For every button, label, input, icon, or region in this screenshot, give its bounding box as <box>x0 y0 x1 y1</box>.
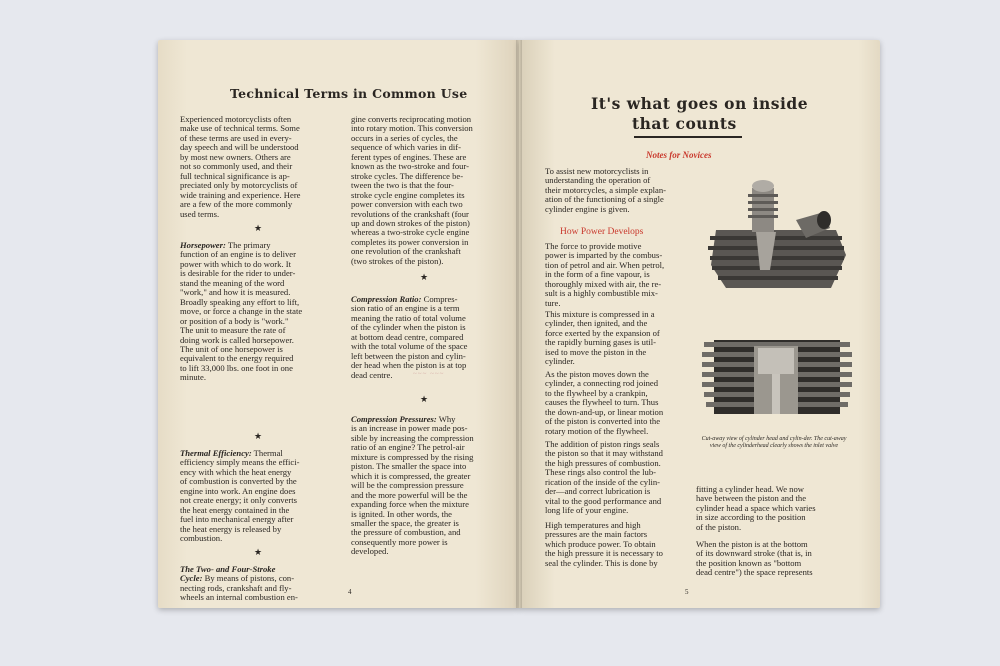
text-line: will be the compression pressure <box>351 480 464 491</box>
text-line: make use of technical terms. Some <box>180 123 300 134</box>
text-line: der—and correct lubrication is <box>545 486 651 497</box>
text-line: The primary <box>225 240 271 250</box>
text-line: expanding force when the mixture <box>351 499 469 510</box>
text-line: is an increase in power made pos- <box>351 423 468 434</box>
text-line: ferent types of engines. These are <box>351 151 467 162</box>
text-line: the piston so that it may withstand <box>545 448 663 459</box>
text-line: day speech and will be understood <box>180 142 299 153</box>
text-line: one revolution of the crankshaft <box>351 246 461 257</box>
text-line: stroke cycles. The difference be- <box>351 170 464 181</box>
text-line: rication of the inside of the cylin- <box>545 476 661 487</box>
right-page <box>519 40 880 608</box>
paragraph-combustion <box>545 242 689 308</box>
text-line: head clearly shows the inlet valve <box>756 443 839 449</box>
text-line: cylinder. <box>545 356 575 367</box>
paragraph-bottom-dead-centre <box>696 540 846 578</box>
term-heading: Compression Ratio: <box>351 294 422 304</box>
text-line: meaning the ratio of total volume <box>351 312 466 323</box>
text-line: the high pressures of combustion. <box>545 457 661 468</box>
text-line: The addition of piston rings seals <box>545 439 660 449</box>
notes-for-novices-heading: Notes for Novices <box>646 150 712 160</box>
cylinder-cutaway-image <box>696 170 856 426</box>
text-line: fuel into mechanical energy after <box>180 514 294 525</box>
text-line: The force to provide motive <box>545 241 642 251</box>
text-line: wide training and experience. Here <box>180 189 301 200</box>
text-line: Cut-away view of cylinder head and cylin- <box>701 436 804 442</box>
text-line: Experienced motorcyclists often <box>180 114 292 124</box>
text-line: left between the piston and cylin- <box>351 350 466 361</box>
text-line: combustion. <box>180 533 223 544</box>
text-line: have between the piston and the <box>696 493 807 504</box>
book-gutter <box>516 40 522 608</box>
intro-paragraph <box>180 115 335 219</box>
text-line: power conversion with each two <box>351 199 463 210</box>
star-separator: ★ <box>254 547 263 557</box>
text-line: function of an engine is to deliver <box>180 249 296 260</box>
text-line: cylinder, a connecting rod joined <box>545 378 659 389</box>
text-line: dead centre. <box>351 369 393 380</box>
compression-pressures-paragraph <box>351 415 503 557</box>
text-line: in the form of a fine vapour, is <box>545 269 650 280</box>
right-page-title-line1: It's what goes on inside <box>591 94 809 113</box>
term-heading: Cycle: <box>180 573 203 584</box>
text-line: of combustion is converted by the <box>180 476 297 487</box>
term-heading: The Two- and Four-Stroke <box>180 564 276 574</box>
text-line: Thermal <box>251 448 283 458</box>
text-line: "work," and how it is measured. <box>180 287 291 298</box>
text-line: understanding the operation of <box>545 175 651 186</box>
text-line: gine converts reciprocating motion <box>351 114 472 124</box>
cylinder-barrel-image <box>696 340 856 426</box>
text-line: power is imparted by the combus- <box>545 250 663 261</box>
text-line: minute. <box>180 372 207 383</box>
text-line: whereas a two-stroke cycle engine <box>351 227 470 238</box>
text-line: Compres- <box>421 294 458 304</box>
left-page-title: Technical Terms in Common Use <box>230 86 468 101</box>
paragraph-piston-rings <box>545 440 689 516</box>
text-line: der head when the piston is at top <box>351 360 467 371</box>
text-line: High temperatures and high <box>545 520 641 530</box>
text-line: full technical significance is ap- <box>180 170 290 181</box>
term-heading: Horsepower: <box>180 240 226 250</box>
text-line: consequently more power is <box>351 536 448 547</box>
text-line: of the piston is converted into the <box>545 416 661 427</box>
text-line: up and down strokes of the piston) <box>351 217 470 228</box>
text-line: As the piston moves down the <box>545 369 649 379</box>
text-line: tion of petrol and air. When petrol, <box>545 259 665 270</box>
term-heading: Thermal Efficiency: <box>180 448 252 458</box>
text-line: This mixture is compressed in a <box>545 309 655 319</box>
text-line: with the total volume of the space <box>351 341 468 352</box>
paragraph-cylinder-head <box>696 485 846 532</box>
paragraph-piston-motion <box>545 370 689 436</box>
text-line: is desirable for the rider to under- <box>180 268 296 279</box>
text-line: pressures are the main factors <box>545 529 648 540</box>
text-line: ency with which the heat energy <box>180 466 292 477</box>
text-line: dead centre") the space represents <box>696 567 813 578</box>
text-line: vital to the good performance and <box>545 495 662 506</box>
title-underline <box>634 136 742 138</box>
text-line: revolutions of the crankshaft (four <box>351 208 469 219</box>
text-line: The unit of one horsepower is <box>180 343 283 354</box>
text-line: occurs in a series of cycles, the <box>351 132 458 143</box>
text-line: Broadly speaking any effort to lift, <box>180 296 300 307</box>
text-line: used terms. <box>180 208 220 219</box>
text-line: the position known as "bottom <box>696 557 802 568</box>
text-line: by most new owners. Others are <box>180 151 291 162</box>
text-line: engine into work. An engine does <box>180 485 296 496</box>
open-booklet <box>158 40 880 608</box>
text-line: doing work is called horsepower. <box>180 334 294 345</box>
text-line: move, or force a change in the state <box>180 306 303 317</box>
text-line: wheels an internal combustion en- <box>180 592 298 603</box>
text-line: Why <box>436 414 456 424</box>
right-page-title-line2: that counts <box>632 114 737 133</box>
text-line: mixture is compressed by the rising <box>351 451 474 462</box>
left-col-2-cycle-continued <box>351 115 503 266</box>
text-line: By means of pistons, con- <box>202 573 295 584</box>
thermal-efficiency-paragraph <box>180 449 335 544</box>
text-line: into rotary motion. This conversion <box>351 123 473 134</box>
page-number-left: 4 <box>348 588 352 596</box>
text-line: der. The cut-away view of the cylinder <box>709 436 847 449</box>
text-line: to the flywheel by a crankpin, <box>545 387 648 398</box>
text-line: and the more powerful will be the <box>351 489 468 500</box>
star-separator: ★ <box>420 394 429 404</box>
text-line: the heat energy is released by <box>180 523 282 534</box>
text-line: ratio of an engine? The petrol-air <box>351 442 465 453</box>
star-separator: ★ <box>254 431 263 441</box>
text-line: not so commonly used, and their <box>180 161 293 172</box>
text-line: in size according to the position <box>696 512 806 523</box>
text-line: thoroughly mixed with air, the re- <box>545 278 662 289</box>
text-line: seal the cylinder. This is done by <box>545 557 658 568</box>
text-line: necting rods, crankshaft and fly- <box>180 582 292 593</box>
left-col-1 <box>180 115 335 219</box>
text-line: rotary motion of the flywheel. <box>545 425 649 436</box>
cylinder-head-image <box>696 170 856 288</box>
text-line: cylinder, then ignited, and the <box>545 318 648 329</box>
text-line: to lift 33,000 lbs. one foot in one <box>180 362 293 373</box>
text-line: ised to move the piston in the <box>545 346 647 357</box>
text-line: long life of your engine. <box>545 505 629 516</box>
star-separator: ★ <box>420 272 429 282</box>
text-line: developed. <box>351 546 389 557</box>
text-line: tween the two is that the four- <box>351 180 454 191</box>
text-line: These rings also control the lub- <box>545 467 656 478</box>
left-page <box>158 40 519 608</box>
text-line: ation of the functioning of a single <box>545 194 664 205</box>
paragraph-high-temperature <box>545 521 689 568</box>
page-number-right: 5 <box>685 588 689 596</box>
text-line: When the piston is at the bottom <box>696 539 808 549</box>
text-line: preciated only by motorcyclists of <box>180 180 298 191</box>
term-heading: Compression Pressures: <box>351 414 437 424</box>
paragraph-compression <box>545 310 689 367</box>
text-line: ture. <box>545 297 561 308</box>
text-line: of the piston. <box>696 521 742 532</box>
text-line: efficiency simply means the effici- <box>180 457 300 468</box>
text-line: smaller the space, the greater is <box>351 517 459 528</box>
text-line: causes the flywheel to turn. Thus <box>545 397 659 408</box>
text-line: fitting a cylinder head. We now <box>696 484 804 494</box>
text-line: sult is a highly combustible mix- <box>545 288 658 299</box>
text-line: which produce power. To obtain <box>545 538 656 549</box>
text-line: the high pressure it is necessary to <box>545 548 663 559</box>
text-line: is ignited. In other words, the <box>351 508 452 519</box>
text-line: the heat energy contained in the <box>180 504 290 515</box>
two-four-stroke-paragraph <box>180 565 335 603</box>
text-line: To assist new motorcyclists in <box>545 166 649 176</box>
text-line: equivalent to the energy required <box>180 353 294 364</box>
text-line: force exerted by the expansion of <box>545 327 660 338</box>
text-line: piston. The smaller the space into <box>351 461 467 472</box>
text-line: or position of a body is "work." <box>180 315 289 326</box>
image-caption <box>699 436 849 450</box>
text-line: the rapidly burning gases is util- <box>545 337 656 348</box>
text-line: which it is compressed, the greater <box>351 470 471 481</box>
text-line: The unit to measure the rate of <box>180 325 286 336</box>
text-line: the pressure of combustion, and <box>351 527 461 538</box>
faint-ink-mark: ~~~ ~~~ <box>413 370 445 378</box>
text-line: are a few of the more commonly <box>180 199 293 210</box>
text-line: cylinder engine is given. <box>545 203 630 214</box>
text-line: (two strokes of the piston). <box>351 255 444 266</box>
text-line: completes its power conversion in <box>351 236 469 247</box>
text-line: of these terms are used in every- <box>180 132 292 143</box>
text-line: of its downward stroke (that is, in <box>696 548 812 559</box>
star-separator: ★ <box>254 223 263 233</box>
text-line: stroke cycle engine completes its <box>351 189 465 200</box>
text-line: not create energy; it only converts <box>180 495 298 506</box>
text-line: cylinder head a space which varies <box>696 502 816 513</box>
text-line: the down-and-up, or linear motion <box>545 406 664 417</box>
text-line: sequence of which varies in dif- <box>351 142 462 153</box>
text-line: at bottom dead centre, compared <box>351 331 464 342</box>
intro-paragraph <box>545 167 689 214</box>
compression-ratio-paragraph <box>351 295 503 380</box>
text-line: stand the meaning of the word <box>180 277 285 288</box>
text-line: their motorcycles, a simple explan- <box>545 184 666 195</box>
horsepower-paragraph <box>180 241 335 383</box>
text-line: power with which to do work. It <box>180 258 291 269</box>
text-line: of the cylinder when the piston is <box>351 322 466 333</box>
text-line: sible by increasing the compression <box>351 432 474 443</box>
how-power-develops-heading: How Power Develops <box>560 227 644 237</box>
text-line: sion ratio of an engine is a term <box>351 303 460 314</box>
text-line: known as the two-stroke and four- <box>351 161 469 172</box>
